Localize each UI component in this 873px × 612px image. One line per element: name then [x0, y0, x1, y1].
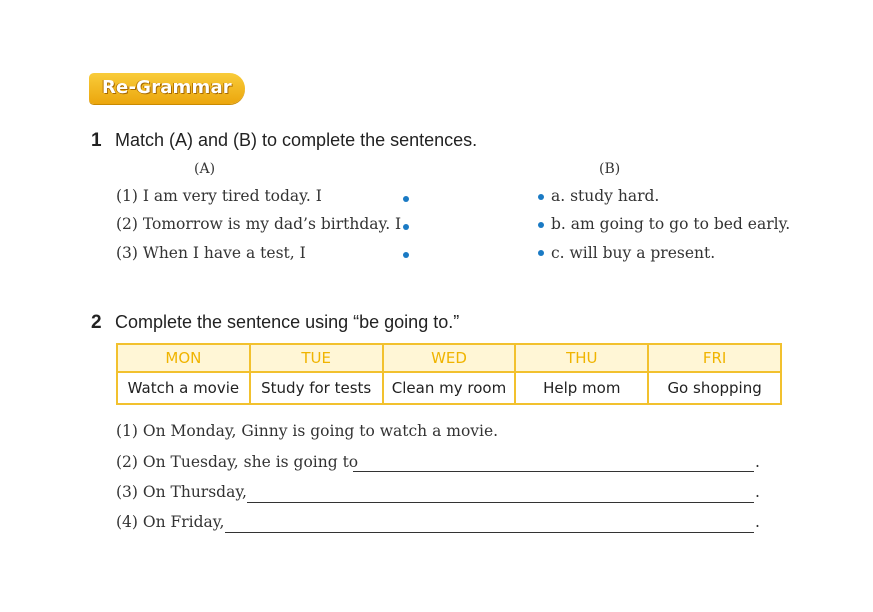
match-dot-right-b[interactable] — [538, 222, 544, 228]
plan-thu: Help mom — [515, 372, 648, 404]
plan-wed: Clean my room — [383, 372, 516, 404]
section-badge-label: Re-Grammar — [102, 77, 232, 98]
sentence-4-prefix: (4) On Friday, — [116, 513, 225, 531]
answer-blank-3[interactable] — [247, 501, 754, 503]
column-a-header: (A) — [194, 161, 216, 177]
plan-fri: Go shopping — [648, 372, 781, 404]
match-dot-right-a[interactable] — [538, 194, 544, 200]
match-right-a: a. study hard. — [551, 187, 660, 205]
match-dot-left-1[interactable] — [403, 196, 409, 202]
sentence-2-period: . — [755, 453, 760, 471]
match-left-2: (2) Tomorrow is my dad’s birthday. I — [116, 215, 402, 233]
match-left-1: (1) I am very tired today. I — [116, 187, 322, 205]
answer-blank-2[interactable] — [353, 470, 754, 472]
sentence-1: (1) On Monday, Ginny is going to watch a movie. — [116, 422, 499, 440]
question-1-prompt: Match (A) and (B) to complete the sentences. — [115, 130, 478, 150]
match-dot-left-2[interactable] — [403, 224, 409, 230]
day-thu: THU — [515, 344, 648, 372]
question-2-prompt: Complete the sentence using “be going to.” — [115, 312, 460, 332]
match-right-b: b. am going to go to bed early. — [551, 215, 791, 233]
match-dot-right-c[interactable] — [538, 250, 544, 256]
question-2-number: 2 — [91, 312, 102, 333]
column-b-header: (B) — [599, 161, 621, 177]
day-wed: WED — [383, 344, 516, 372]
schedule-table — [116, 343, 782, 405]
sentence-3-prefix: (3) On Thursday, — [116, 483, 247, 501]
day-fri: FRI — [648, 344, 781, 372]
plan-mon: Watch a movie — [117, 372, 250, 404]
sentence-3-period: . — [755, 483, 760, 501]
day-tue: TUE — [250, 344, 383, 372]
section-badge — [89, 73, 245, 104]
match-right-c: c. will buy a present. — [551, 244, 716, 262]
answer-blank-4[interactable] — [225, 531, 754, 533]
sentence-2-prefix: (2) On Tuesday, she is going to — [116, 453, 359, 471]
plan-tue: Study for tests — [250, 372, 383, 404]
match-dot-left-3[interactable] — [403, 252, 409, 258]
question-1-number: 1 — [91, 130, 102, 151]
day-mon: MON — [117, 344, 250, 372]
sentence-4-period: . — [755, 513, 760, 531]
match-left-3: (3) When I have a test, I — [116, 244, 306, 262]
